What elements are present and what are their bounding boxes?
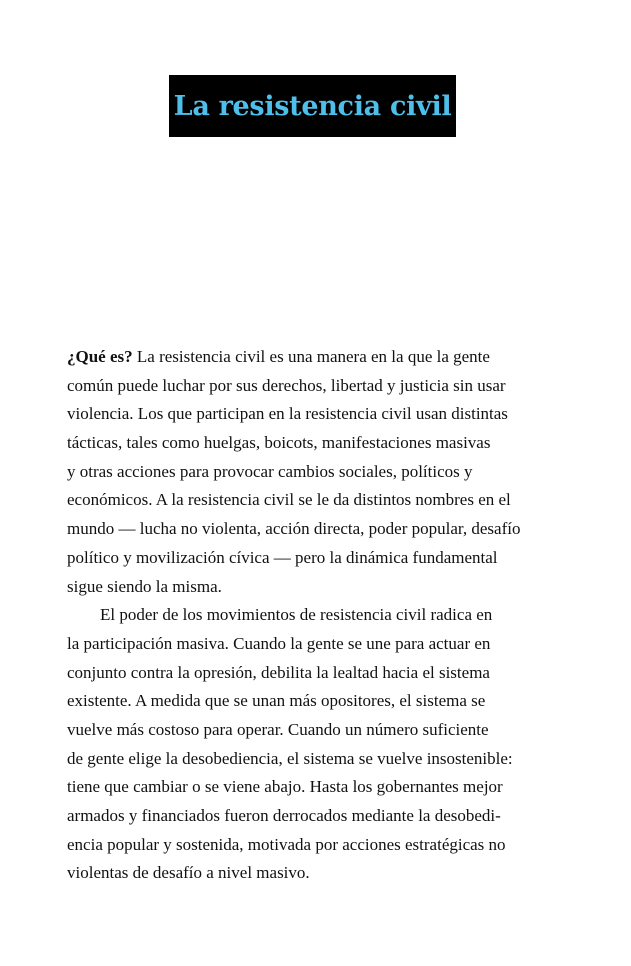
paragraph-1-line-text: La resistencia civil es una manera en la que la gente bbox=[132, 347, 490, 366]
paragraph-2-line: vuelve más costoso para operar. Cuando un número suficiente bbox=[67, 719, 489, 739]
body-text bbox=[67, 343, 577, 888]
paragraph-2-line: encia popular y sostenida, motivada por acciones estratégicas no bbox=[67, 834, 506, 854]
paragraph-2-line: El poder de los movimientos de resistencia civil radica en bbox=[100, 605, 493, 625]
paragraph-2-line: armados y financiados fueron derrocados mediante la desobedi- bbox=[67, 806, 501, 825]
paragraph-1-line: político y movilización cívica — pero la dinámica fundamental bbox=[67, 547, 498, 567]
paragraph-2-line: conjunto contra la opresión, debilita la lealtad hacia el sistema bbox=[67, 662, 490, 682]
paragraph-1-line: mundo — lucha no violenta, acción directa, poder popular, desafío bbox=[67, 519, 521, 539]
paragraph-2-line: violentas de desafío a nivel masivo. bbox=[67, 863, 310, 883]
chapter-title: La resistencia civil bbox=[173, 90, 452, 122]
paragraph-1-line bbox=[67, 343, 577, 372]
paragraph-2-line: de gente elige la desobediencia, el sistema se vuelve insostenible: bbox=[67, 748, 513, 768]
paragraph-2-line: la participación masiva. Cuando la gente se une para actuar en bbox=[67, 633, 491, 653]
paragraph-2-line: tiene que cambiar o se viene abajo. Hasta los gobernantes mejor bbox=[67, 777, 503, 797]
paragraph-1-line: común puede luchar por sus derechos, libertad y justicia sin usar bbox=[67, 375, 506, 395]
paragraph-1-line: sigue siendo la misma. bbox=[67, 576, 222, 596]
lead-heading: ¿Qué es? bbox=[67, 347, 133, 366]
paragraph-2-line: existente. A medida que se unan más opositores, el sistema se bbox=[67, 691, 486, 711]
paragraph-1-line: violencia. Los que participan en la resistencia civil usan distintas bbox=[67, 404, 508, 424]
paragraph-1-line: y otras acciones para provocar cambios sociales, políticos y bbox=[67, 461, 473, 481]
chapter-title-banner bbox=[169, 75, 456, 137]
paragraph-1-line: tácticas, tales como huelgas, boicots, manifestaciones masivas bbox=[67, 433, 491, 453]
paragraph-1-line: económicos. A la resistencia civil se le da distintos nombres en el bbox=[67, 490, 511, 510]
